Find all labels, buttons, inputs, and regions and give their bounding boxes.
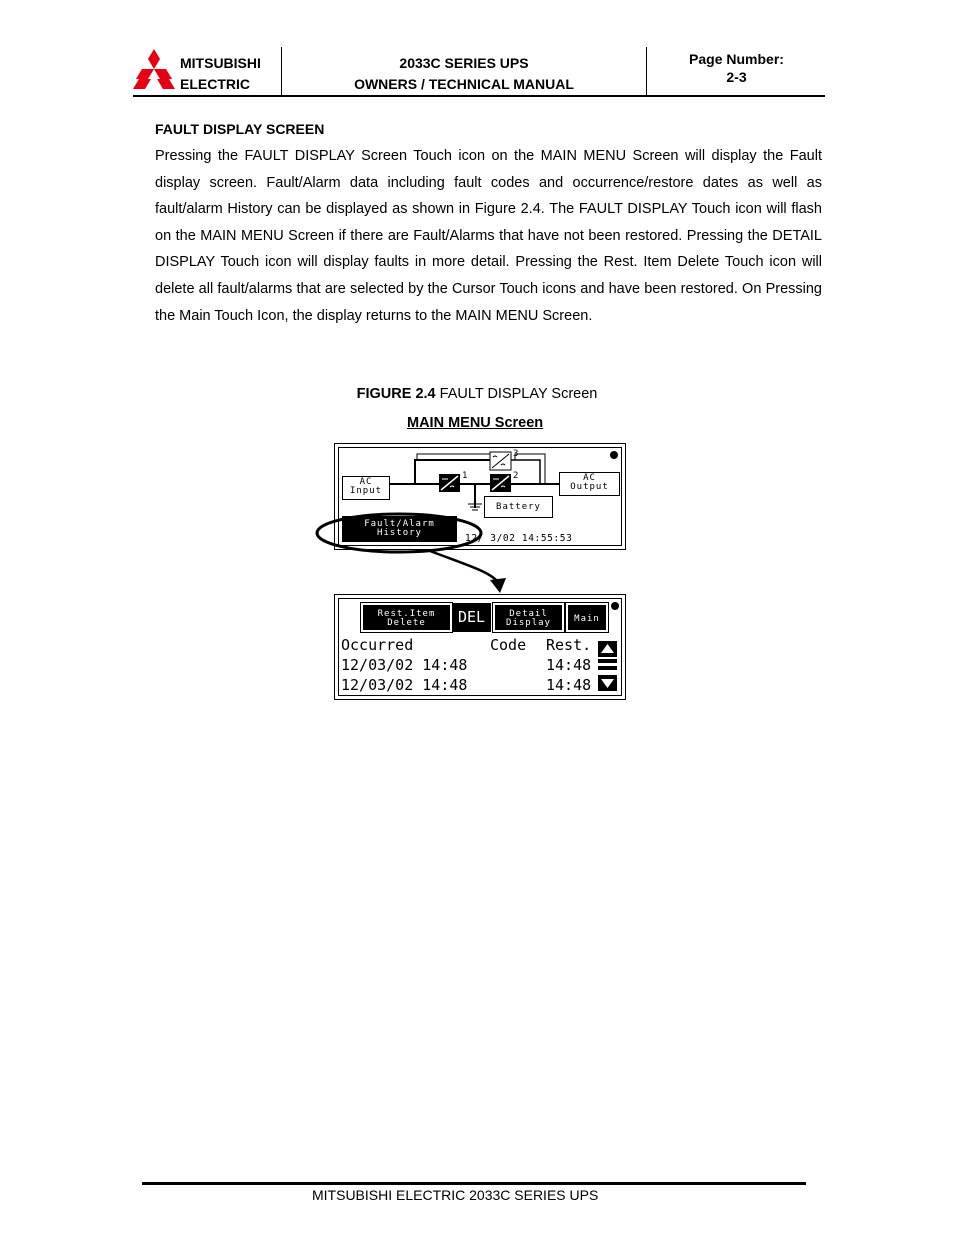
brand-line1: MITSUBISHI <box>180 55 261 71</box>
fault-row-1-occurred: 12/03/02 14:48 <box>341 656 468 674</box>
footer-rule <box>142 1182 806 1185</box>
footer-text: MITSUBISHI ELECTRIC 2033C SERIES UPS <box>312 1187 599 1203</box>
main-button[interactable] <box>566 603 608 632</box>
page-number-label: Page Number: <box>689 51 784 67</box>
fault-row-1-rest: 14:48 <box>546 656 592 674</box>
converter-2-number: 2 <box>513 471 519 481</box>
del-label: DEL <box>457 608 486 626</box>
fault-row-2-occurred: 12/03/02 14:48 <box>341 676 468 694</box>
rest-item-delete-button[interactable] <box>361 603 452 632</box>
column-header-code: Code <box>490 636 527 654</box>
detail-display-button[interactable] <box>493 603 564 632</box>
battery-label: Battery <box>496 502 541 512</box>
fault-display-screen <box>334 594 626 700</box>
main-label: Main <box>574 614 600 624</box>
fault-alarm-label-line1: Fault/Alarm <box>364 519 435 529</box>
figure-label: FIGURE 2.4 <box>356 386 436 402</box>
date-time-display: 12/ 3/02 14:55:53 <box>465 533 573 544</box>
ac-output-label-line2: Output <box>570 482 609 492</box>
cursor-separator-icon <box>598 659 617 671</box>
fault-row-2-rest: 14:48 <box>546 676 592 694</box>
switch-3-number: 3 <box>513 449 519 459</box>
section-paragraph: Pressing the FAULT DISPLAY Screen Touch icon on the MAIN MENU Screen will display the Fault display screen. Fault/Alarm data including fault codes and occurrence/restore dates as well as fault/alarm History can be displayed as shown in Figure 2.4. The FAULT DISPLAY Touch icon will flash on the MAIN MENU Screen if there are Fault/Alarms that have not been restored. Pressing the DETAIL DISPLAY Touch icon will display faults in more detail. Pressing the Rest. Item Delete Touch icon will delete all fault/alarms that are selected by the Cursor Touch icons and have been restored. On Pressing the Main Touch Icon, the display returns to the MAIN MENU Screen. <box>155 148 822 324</box>
column-header-occurred: Occurred <box>341 636 414 654</box>
ac-input-label-line2: Input <box>349 486 383 496</box>
converter-1-number: 1 <box>462 471 468 481</box>
rest-item-label-line1: Rest.Item <box>377 609 436 619</box>
section-title: FAULT DISPLAY SCREEN <box>155 121 325 137</box>
del-button[interactable] <box>452 603 491 632</box>
ac-output-label-line1: AC <box>583 473 596 483</box>
detail-label-line1: Detail <box>509 609 548 619</box>
cursor-up-icon[interactable] <box>598 641 617 657</box>
detail-label-line2: Display <box>506 618 551 628</box>
rest-item-label-line2: Delete <box>387 618 426 628</box>
title-line2: OWNERS / TECHNICAL MANUAL <box>354 76 574 92</box>
cursor-down-icon[interactable] <box>598 675 617 691</box>
title-line1: 2033C SERIES UPS <box>399 55 529 71</box>
figure-caption-text: FAULT DISPLAY Screen <box>439 386 598 402</box>
column-header-rest: Rest. <box>546 636 592 654</box>
ac-input-label-line1: AC <box>359 477 373 487</box>
brand-line2: ELECTRIC <box>180 76 250 92</box>
main-menu-title: MAIN MENU Screen <box>407 415 544 431</box>
status-dot-icon <box>611 602 619 610</box>
fault-alarm-label-line2: History <box>377 528 422 538</box>
page-number: 2-3 <box>726 69 747 85</box>
